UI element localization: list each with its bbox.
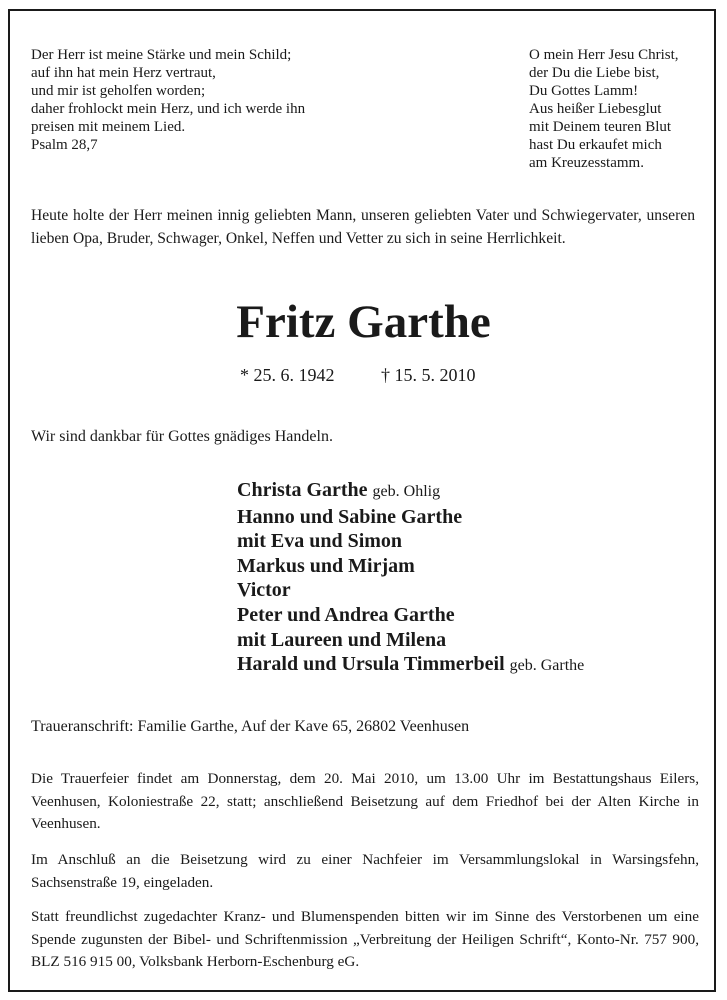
donation-notice: Statt freundlichst zugedachter Kranz- und Blumenspenden bitten wir im Sinne des Verstorbenen um eine Spende zugunsten der Bibel- und Schriftenmission „Verbreitung der Heiligen Schrift“, Konto-Nr. 757 900, BLZ 516 915 00, Volksbank Herborn-Eschenburg eG. bbox=[31, 908, 699, 970]
family-member bbox=[237, 603, 584, 628]
maiden-name: geb. Garthe bbox=[509, 657, 585, 675]
family-member-name: Hanno und Sabine Garthe bbox=[237, 505, 463, 528]
psalm-verse bbox=[31, 46, 305, 154]
thanks-line: Wir sind dankbar für Gottes gnädiges Handeln. bbox=[31, 428, 333, 445]
family-member-name: Christa Garthe bbox=[237, 479, 368, 501]
maiden-name: geb. Ohlig bbox=[372, 483, 441, 500]
verse-line: mit Deinem teuren Blut bbox=[529, 119, 672, 135]
verse-line: daher frohlockt mein Herz, und ich werde ihn bbox=[31, 101, 306, 117]
family-member bbox=[237, 652, 584, 679]
verse-reference: Psalm 28,7 bbox=[31, 137, 98, 153]
family-member-name: Peter und Andrea Garthe bbox=[237, 603, 455, 626]
family-member bbox=[237, 628, 584, 653]
verse-line: preisen mit meinem Lied. bbox=[31, 119, 186, 135]
hymn-verse bbox=[529, 46, 679, 172]
family-member bbox=[237, 478, 584, 505]
verse-line: Aus heißer Liebesglut bbox=[529, 101, 662, 117]
mourning-address: Traueranschrift: Familie Garthe, Auf der Kave 65, 26802 Veenhusen bbox=[31, 718, 470, 735]
family-list bbox=[237, 478, 584, 679]
funeral-service-notice: Die Trauerfeier findet am Donnerstag, dem 20. Mai 2010, um 13.00 Uhr im Bestattungshaus Eilers, Veenhusen, Koloniestraße 22, statt; anschließend Beisetzung auf dem Friedhof bei der Alten Kirche in Veenhusen. bbox=[31, 770, 699, 832]
family-member bbox=[237, 578, 584, 603]
verse-line: O mein Herr Jesu Christ, bbox=[529, 47, 679, 63]
family-member-name: mit Laureen und Milena bbox=[237, 628, 447, 651]
verse-line: Du Gottes Lamm! bbox=[529, 83, 639, 99]
family-member bbox=[237, 505, 584, 530]
death-date: † 15. 5. 2010 bbox=[381, 365, 476, 385]
verse-line: Der Herr ist meine Stärke und mein Schild; bbox=[31, 47, 292, 63]
verse-line: auf ihn hat mein Herz vertraut, bbox=[31, 65, 216, 81]
verse-line: hast Du erkaufet mich bbox=[529, 137, 662, 153]
deceased-name: Fritz Garthe bbox=[236, 296, 491, 348]
family-member bbox=[237, 529, 584, 554]
family-member-name: Markus und Mirjam bbox=[237, 554, 415, 577]
family-member-name: mit Eva und Simon bbox=[237, 530, 403, 553]
verse-line: am Kreuzesstamm. bbox=[529, 155, 644, 171]
family-member bbox=[237, 554, 584, 579]
reception-notice: Im Anschluß an die Beisetzung wird zu einer Nachfeier im Versammlungslokal in Warsingsfehn, Sachsenstraße 19, eingeladen. bbox=[31, 851, 699, 891]
family-member-name: Victor bbox=[237, 579, 291, 602]
intro-paragraph: Heute holte der Herr meinen innig geliebten Mann, unseren geliebten Vater und Schwiegervater, unseren lieben Opa, Bruder, Schwager, Onkel, Neffen und Vetter zu sich in seine Herrlichkeit. bbox=[31, 207, 695, 247]
birth-date: * 25. 6. 1942 bbox=[240, 365, 335, 385]
family-member-name: Harald und Ursula Timmerbeil bbox=[237, 653, 505, 676]
verse-line: der Du die Liebe bist, bbox=[529, 65, 660, 81]
verse-line: und mir ist geholfen worden; bbox=[31, 83, 206, 99]
